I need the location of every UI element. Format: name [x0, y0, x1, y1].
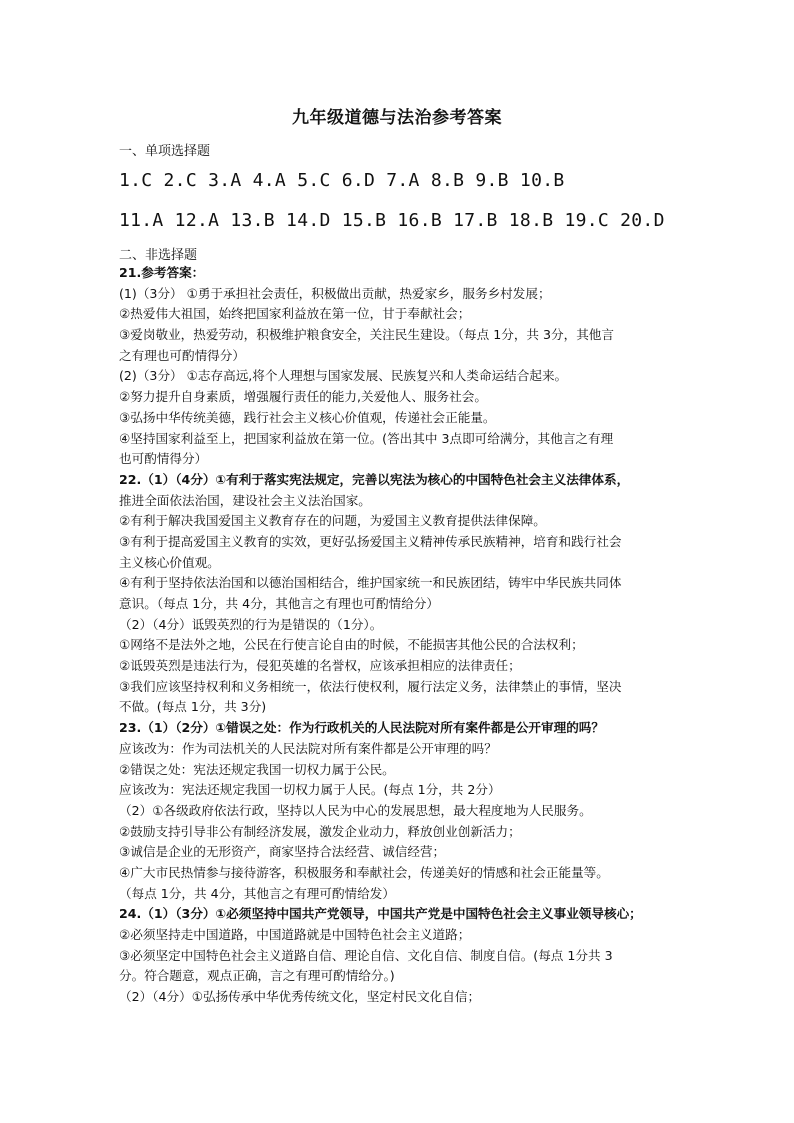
text-line: ③必须坚定中国特色社会主义道路自信、理论自信、文化自信、制度自信。(每点 1分共 3 — [119, 947, 613, 963]
text-line: 21.参考答案： — [119, 265, 205, 280]
text-line: 推进全面依法治国，建设社会主义法治国家。 — [119, 492, 371, 508]
answer-row-2: 11.A 12.A 13.B 14.D 15.B 16.B 17.B 18.B 19.C 20.D — [119, 210, 665, 231]
text-line: ②热爱伟大祖国，始终把国家利益放在第一位，甘于奉献社会； — [119, 306, 471, 322]
text-line: (2)（3分） ①志存高远,将个人理想与国家发展、民族复兴和人类命运结合起来。 — [119, 368, 568, 384]
text-line: （2）（4分）诋毁英烈的行为是错误的（1分）。 — [119, 616, 383, 632]
text-line: ②必须坚持走中国道路，中国道路就是中国特色社会主义道路； — [119, 927, 471, 942]
text-line: 23.（1）（2分）①错误之处：作为行政机关的人民法院对所有案件都是公开审理的吗？ — [119, 720, 604, 736]
text-line: 分。符合题意，观点正确，言之有理可酌情给分。) — [119, 968, 395, 984]
text-line: 主义核心价值观。 — [119, 554, 220, 570]
page-title: 九年级道德与法治参考答案 — [292, 108, 502, 128]
text-line: (1)（3分） ①勇于承担社会责任，积极做出贡献，热爱家乡，服务乡村发展； — [119, 285, 551, 301]
text-line: ③我们应该坚持权利和义务相统一，依法行使权利，履行法定义务，法律禁止的事情，坚决 — [119, 678, 622, 694]
text-line: ③有利于提高爱国主义教育的实效，更好弘扬爱国主义精神传承民族精神，培育和践行社会 — [119, 533, 622, 549]
answer-body — [119, 263, 685, 1008]
text-line: 应该改为：作为司法机关的人民法院对所有案件都是公开审理的吗？ — [119, 740, 497, 756]
answer-row-1: 1.C 2.C 3.A 4.A 5.C 6.D 7.A 8.B 9.B 10.B — [119, 170, 565, 191]
text-line: （2）（4分）①弘扬传承中华优秀传统文化，坚定村民文化自信； — [119, 989, 481, 1005]
text-line: 22.（1）（4分）①有利于落实宪法规定，完善以宪法为核心的中国特色社会主义法律体系， — [119, 471, 630, 487]
text-line: ②努力提升自身素质，增强履行责任的能力,关爱他人、服务社会。 — [119, 389, 487, 405]
text-line: ③诚信是企业的无形资产，商家坚持合法经营、诚信经营； — [119, 844, 446, 860]
text-line: ④坚持国家利益至上，把国家利益放在第一位。(答出其中 3点即可给满分，其他言之有理 — [119, 430, 614, 446]
text-line: 之有理也可酌情得分） — [119, 347, 245, 363]
text-line: 24.（1）（3分）①必须坚持中国共产党领导，中国共产党是中国特色社会主义事业领导核心； — [119, 906, 642, 922]
text-line: ③爱岗敬业，热爱劳动，积极维护粮食安全，关注民生建设。（每点 1分，共 3分，其他言 — [119, 327, 614, 343]
text-line: ②错误之处：宪法还规定我国一切权力属于公民。 — [119, 761, 395, 777]
text-line: 意识。（每点 1分，共 4分，其他言之有理也可酌情给分） — [119, 596, 439, 611]
text-line: ②鼓励支持引导非公有制经济发展，激发企业动力，释放创业创新活力； — [119, 823, 521, 839]
text-line: ④广大市民热情参与接待游客，积极服务和奉献社会，传递美好的情感和社会正能量等。 — [119, 864, 609, 880]
text-line: ④有利于坚持依法治国和以德治国相结合，维护国家统一和民族团结，铸牢中华民族共同体 — [119, 575, 622, 591]
text-line: 也可酌情得分） — [119, 451, 208, 467]
text-line: 不做。(每点 1分，共 3分) — [119, 699, 267, 715]
text-line: ②有利于解决我国爱国主义教育存在的问题，为爱国主义教育提供法律保障。 — [119, 513, 546, 529]
section-heading-non-choice: 二、非选择题 — [119, 248, 198, 263]
text-line: （2）①各级政府依法行政，坚持以人民为中心的发展思想，最大程度地为人民服务。 — [119, 802, 592, 818]
section-heading-single-choice: 一、单项选择题 — [119, 144, 211, 159]
text-line: （每点 1分，共 4分，其他言之有理可酌情给发） — [119, 885, 395, 901]
text-line: ①网络不是法外之地，公民在行使言论自由的时候，不能损害其他公民的合法权利； — [119, 637, 584, 653]
text-line: ③弘扬中华传统美德，践行社会主义核心价值观，传递社会正能量。 — [119, 409, 496, 425]
text-line: ②诋毁英烈是违法行为，侵犯英雄的名誉权，应该承担相应的法律责任； — [119, 658, 521, 674]
text-line: 应该改为：宪法还规定我国一切权力属于人民。(每点 1分，共 2分） — [119, 782, 501, 798]
